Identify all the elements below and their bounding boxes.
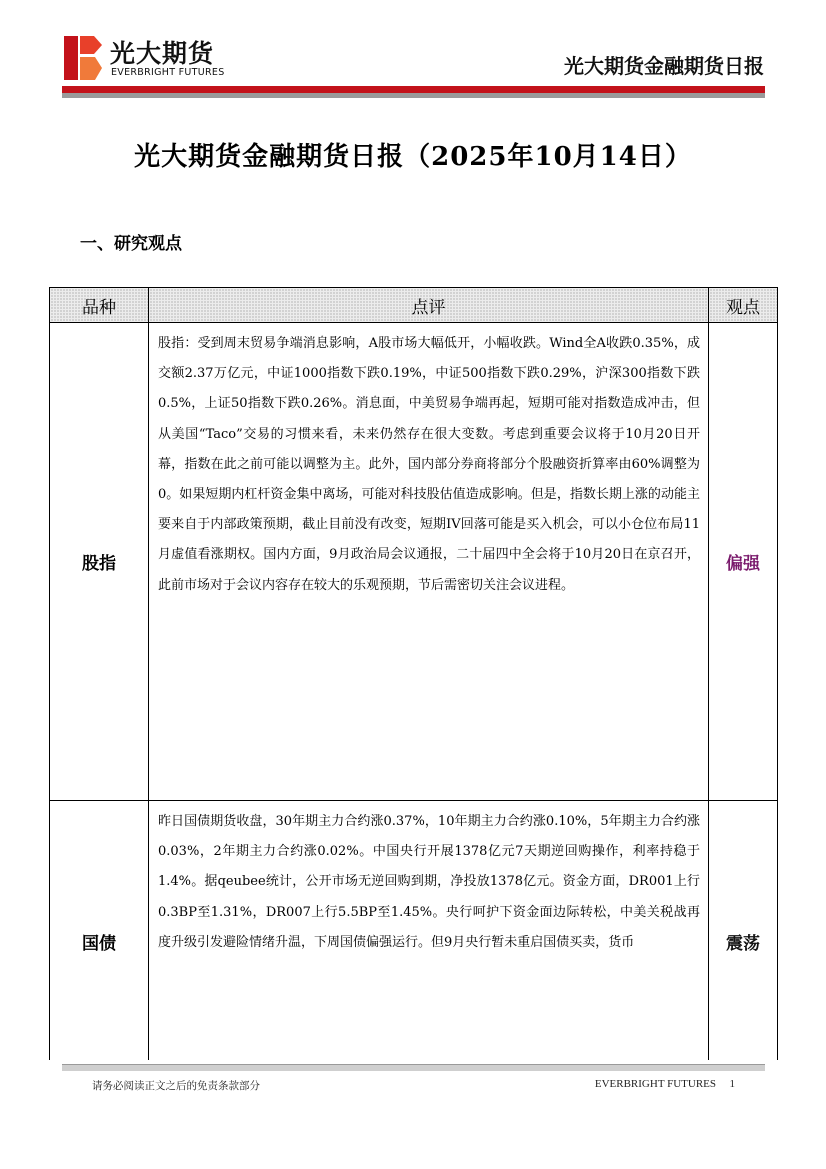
table-header-row — [50, 288, 778, 323]
footer-company-en: EVERBRIGHT FUTURES — [594, 1078, 716, 1090]
column-header-comment: 点评 — [149, 288, 709, 323]
report-name: 光大期货金融期货日报 — [564, 54, 764, 78]
page-header — [0, 0, 826, 105]
category-cell: 股指 — [50, 323, 149, 801]
comment-text: 股指：受到周末贸易争端消息影响，A股市场大幅低开，小幅收跌。Wind全A收跌0.35%，成交额2.37万亿元，中证1000指数下跌0.19%，中证500指数下跌0.29%，沪深300指数下跌0.5%，上证50指数下跌0.26%。消息面，中美贸易争端再起，短期可能对指数造成冲击，但从美国“Taco”交易的习惯来看，未来仍然存在很大变数。考虑到重要会议将于10月20日开幕，指数在此之前可能以调整为主。此外，国内部分券商将部分个股融资折算率由60%调整为0。如果短期内杠杆资金集中离场，可能对科技股估值造成影响。但是，指数长期上涨的动能主要来自于内部政策预期，截止目前没有改变，短期IV回落可能是买入机会，可以小仓位布局11月虚值看涨期权。国内方面，9月政治局会议通报，二十届四中全会将于10月20日在京召开，此前市场对于会议内容存在较大的乐观预期，节后需密切关注会议进程。 — [158, 336, 700, 593]
comment-cell — [149, 323, 709, 801]
footer-disclaimer: 请务必阅读正文之后的免责条款部分 — [92, 1080, 260, 1092]
everbright-logo-icon — [64, 36, 102, 80]
column-header-view: 观点 — [709, 288, 778, 323]
table-row-treasury-bond — [50, 801, 778, 1082]
company-name-cn: 光大期货 — [110, 39, 215, 68]
footer-rule — [62, 1064, 765, 1071]
table-row-stock-index — [50, 323, 778, 801]
comment-cell — [149, 801, 709, 1082]
category-cell: 国债 — [50, 801, 149, 1082]
header-rule-red — [62, 86, 765, 93]
document-title: 光大期货金融期货日报（2025年10月14日） — [134, 142, 692, 172]
research-views-table — [49, 287, 778, 1082]
column-header-category: 品种 — [50, 288, 149, 323]
section-title: 一、研究观点 — [80, 234, 182, 254]
comment-text: 昨日国债期货收盘，30年期主力合约涨0.37%，10年期主力合约涨0.10%，5年期主力合约涨0.03%，2年期主力合约涨0.02%。中国央行开展1378亿元7天期逆回购操作，利率持稳于1.4%。据qeubee统计，公开市场无逆回购到期，净投放1378亿元。资金方面，DR001上行0.3BP至1.31%，DR007上行5.5BP至1.45%。央行呵护下资金面边际转松，中美关税战再度升级引发避险情绪升温，下周国债偏强运行。但9月央行暂未重启国债买卖，货币 — [158, 814, 700, 950]
company-name-en: EVERBRIGHT FUTURES — [111, 67, 225, 78]
header-rule-grey — [62, 93, 765, 98]
view-cell: 偏强 — [709, 323, 778, 801]
footer-page-number: 1 — [729, 1078, 735, 1090]
view-cell: 震荡 — [709, 801, 778, 1082]
footer-area — [0, 1060, 826, 1169]
